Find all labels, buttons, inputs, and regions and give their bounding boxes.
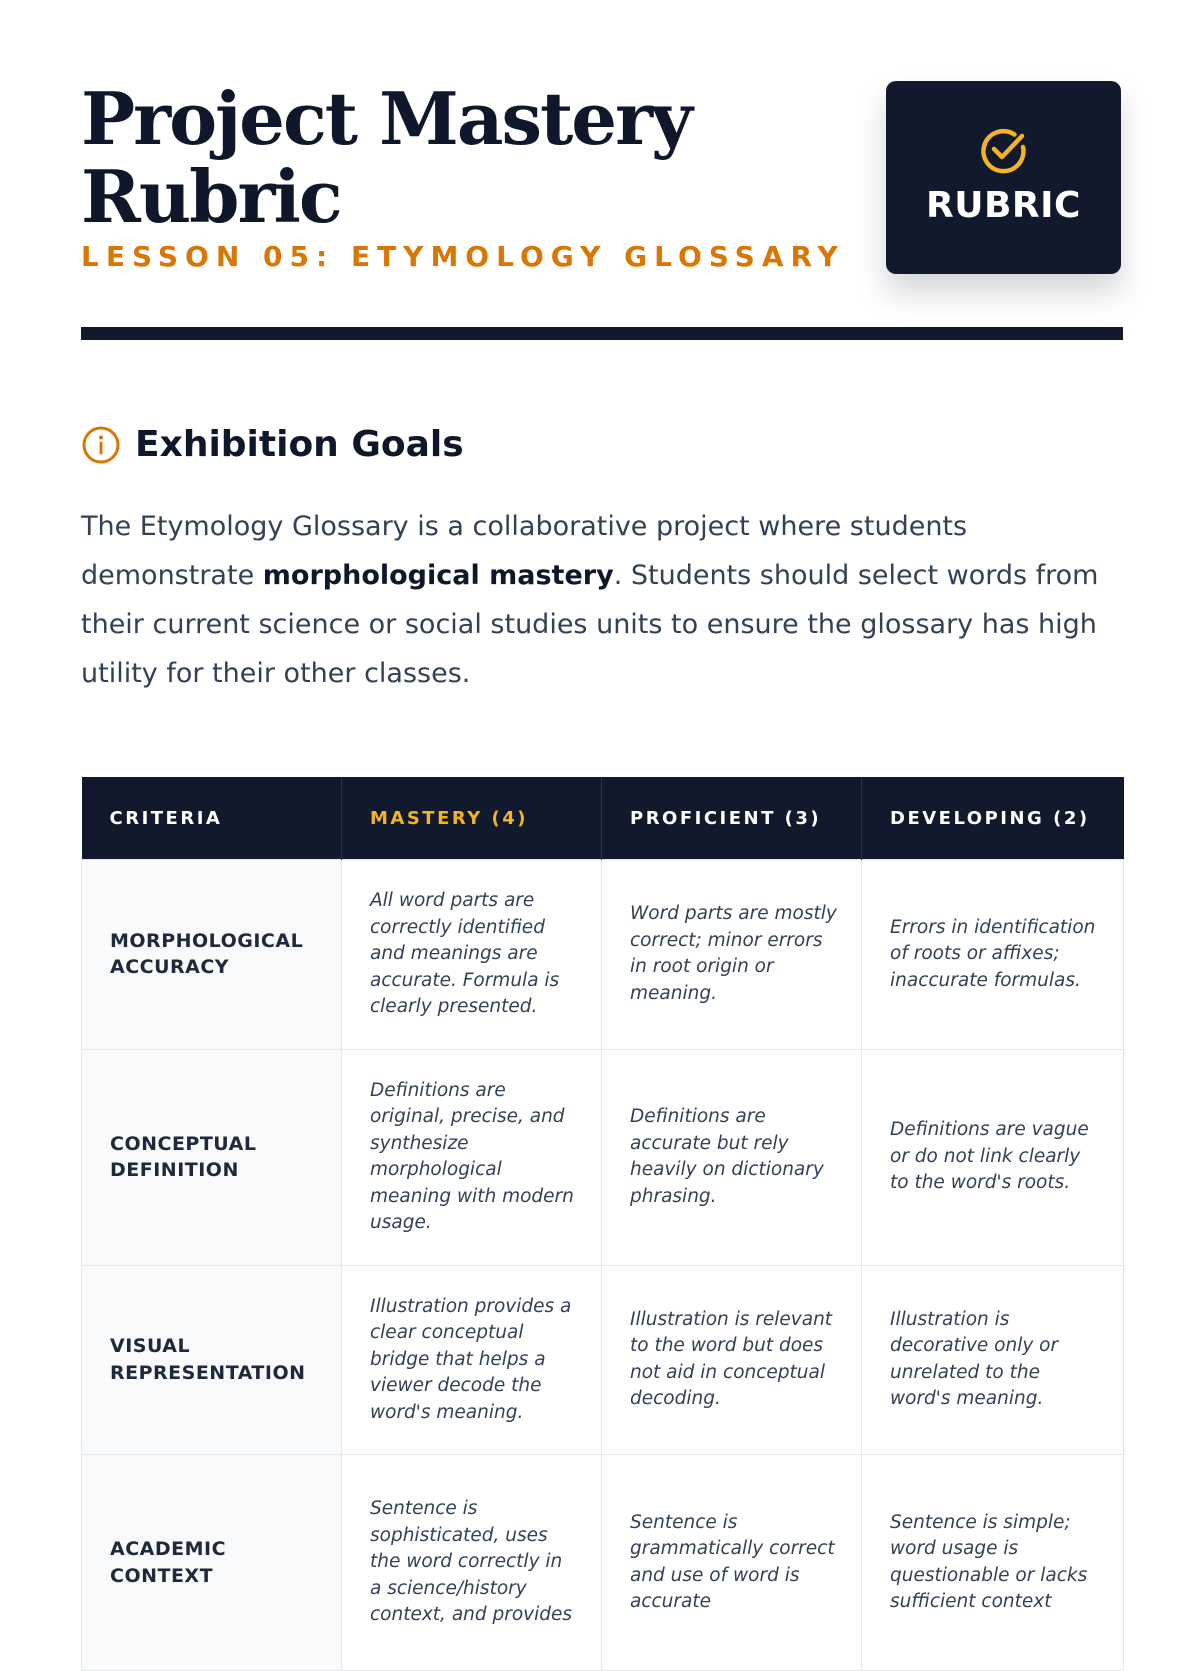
goals-title: Exhibition Goals [135, 424, 464, 465]
header-divider [81, 327, 1123, 340]
developing-cell: Sentence is simple; word usage is questionable or lacks sufficient context [862, 1455, 1124, 1671]
mastery-cell: Definitions are original, precise, and synthesize morphological meaning with modern usage. [342, 1049, 602, 1265]
column-header-developing: DEVELOPING (2) [862, 777, 1124, 860]
page-subtitle: LESSON 05: ETYMOLOGY GLOSSARY [81, 240, 845, 273]
table-row [82, 1049, 1124, 1265]
criteria-cell: MORPHOLOGICAL ACCURACY [82, 860, 342, 1050]
info-icon [81, 425, 121, 465]
rubric-table [81, 777, 1124, 1671]
table-header-row [82, 777, 1124, 860]
check-circle-icon [977, 123, 1031, 177]
column-header-criteria: CRITERIA [82, 777, 342, 860]
proficient-cell: Illustration is relevant to the word but does not aid in conceptual decoding. [602, 1265, 862, 1455]
proficient-cell: Word parts are mostly correct; minor errors in root origin or meaning. [602, 860, 862, 1050]
goals-heading [81, 424, 464, 465]
goals-text-before: The Etymology Glossary is a collaborative project where students demonstrate [81, 511, 968, 591]
mastery-cell: Illustration provides a clear conceptual bridge that helps a viewer decode the word's meaning. [342, 1265, 602, 1455]
proficient-cell: Sentence is grammatically correct and use of word is accurate [602, 1455, 862, 1671]
goals-text-bold: morphological mastery [262, 560, 614, 591]
developing-cell: Definitions are vague or do not link clearly to the word's roots. [862, 1049, 1124, 1265]
badge-label: RUBRIC [926, 185, 1081, 226]
mastery-cell: Sentence is sophisticated, uses the word correctly in a science/history context, and provides [342, 1455, 602, 1671]
table-row [82, 1455, 1124, 1671]
proficient-cell: Definitions are accurate but rely heavily on dictionary phrasing. [602, 1049, 862, 1265]
mastery-cell: All word parts are correctly identified and meanings are accurate. Formula is clearly presented. [342, 860, 602, 1050]
column-header-mastery: MASTERY (4) [342, 777, 602, 860]
page-title: Project Mastery Rubric [81, 76, 691, 239]
criteria-cell: ACADEMIC CONTEXT [82, 1455, 342, 1671]
table-row [82, 860, 1124, 1050]
criteria-cell: CONCEPTUAL DEFINITION [82, 1049, 342, 1265]
developing-cell: Illustration is decorative only or unrelated to the word's meaning. [862, 1265, 1124, 1455]
column-header-proficient: PROFICIENT (3) [602, 777, 862, 860]
goals-description [81, 502, 1121, 698]
criteria-cell: VISUAL REPRESENTATION [82, 1265, 342, 1455]
rubric-badge [886, 81, 1121, 274]
developing-cell: Errors in identification of roots or affixes; inaccurate formulas. [862, 860, 1124, 1050]
goals-text-after: . Students should select words from their current science or social studies units to ensure the glossary has high utility for their other classes. [81, 560, 1099, 689]
table-row [82, 1265, 1124, 1455]
